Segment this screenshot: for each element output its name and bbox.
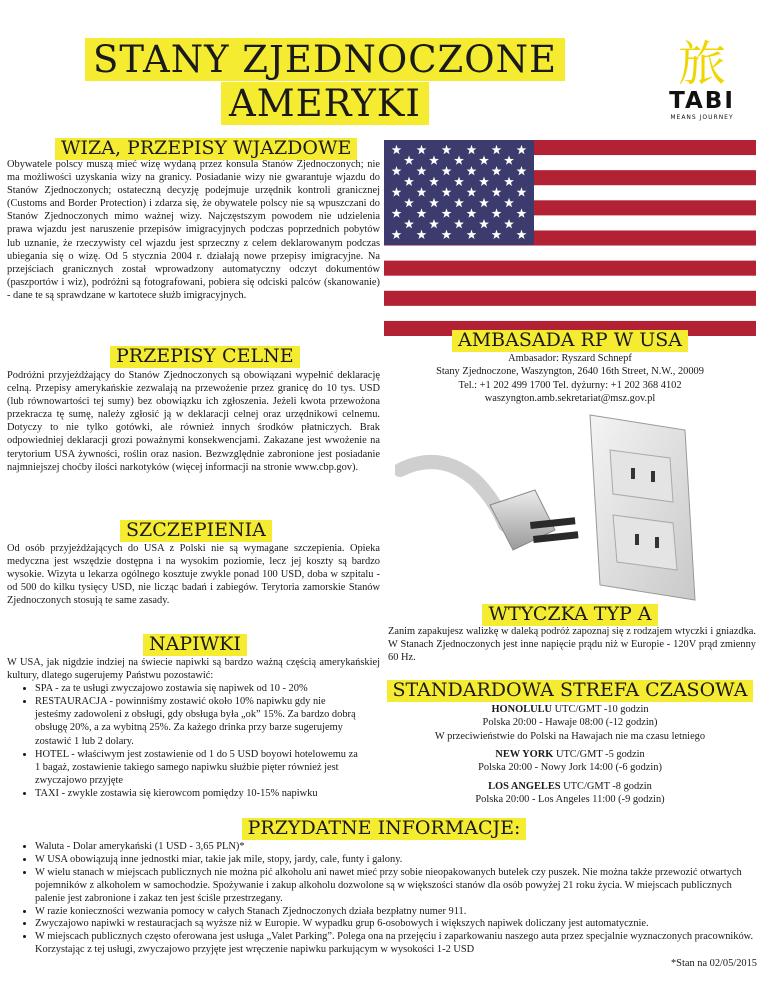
list-item: • W USA obowiązują inne jednostki miar, takie jak mile, stopy, jardy, cale, funty i galony. [35, 854, 759, 867]
plug-text: Zanim zapakujesz walizkę w daleką podróż zapoznaj się z rodzajem wtyczki i gniazdka. W Stanach Zjednoczonych jest inne napięcie prądu niż w Europie - 120V prąd zmienny 60 Hz. [388, 626, 756, 664]
list-item: • SPA - za te usługi zwyczajowo zostawia się napiwek od 10 - 20% [35, 682, 380, 695]
customs-heading-wrap [110, 346, 300, 368]
list-item: • HOTEL - właściwym jest zostawienie od 1 do 5 USD boyowi hotelowemu za 1 bagaż, zostawienie takiego samego napiwku służbie pięter również jest zwyczajowo przyjęte [35, 748, 380, 787]
vaccines-heading-wrap [120, 520, 272, 542]
tz-compare: Polska 20:00 - Los Angeles 11:00 (-9 godzin) [475, 794, 665, 806]
visa-heading-wrap [55, 138, 357, 160]
list-item: • Waluta - Dolar amerykański (1 USD - 3,65 PLN)* [35, 841, 759, 854]
tz-utc: UTC/GMT -8 godzin [560, 781, 652, 792]
list-item: • TAXI - zwykle zostawia się kierowcom pomiędzy 10-15% napiwku [35, 787, 380, 800]
tz-city: HONOLULU [491, 704, 553, 715]
tips-heading-wrap [143, 634, 247, 656]
timezone-heading: STANDARDOWA STREFA CZASOWA [387, 680, 754, 702]
tz-compare: Polska 20:00 - Nowy Jork 14:00 (-6 godzin) [478, 762, 662, 774]
embassy-info [384, 352, 756, 406]
tz-note: W przeciwieństwie do Polski na Hawajach nie ma czasu letniego [434, 730, 706, 742]
plug-heading-wrap [384, 604, 756, 626]
list-item: • Zwyczajowo napiwki w restauracjach są wyższe niż w Europie. W wypadku grup 6-osobowych i większych napiwek doliczany jest automatycznie. [35, 918, 759, 931]
customs-text: Podróżni przyjeżdżający do Stanów Zjednoczonych są obowiązani wypełnić deklarację celną. Przepisy amerykańskie zezwalają na przewożenie przez granicę do 10 tys. USD (lub równowartości tej sumy) bez obowiązku ich zgłoszenia. Jeżeli kwota przewożona przekracza tę sumę, należy zgłosić ją w deklaracji celnej oraz urzędnikowi celnemu. Dotyczy to nie tylko gotówki, ale również innych środków płatniczych. Brak odpowiedniej deklaracji grozi poważnymi konsekwencjami. Zakazane jest wwożenie na terytorium USA żywności, roślin oraz nasion. Bezwzględnie zabronione jest posiadanie najmniejszej choćby ilości narkotyków (więcej informacji na stronie www.cbp.gov). [7, 370, 380, 473]
list-item: • RESTAURACJA - powinniśmy zostawić około 10% napiwku gdy nie jesteśmy zadowoleni z obsługi, gdy obsługa była „ok” 15%. Za bardzo dobrą obsługę 20%, a za wybitną 25%. Za każego drinka przy barze sugerujemy zostawić 1 lub 2 dolary. [35, 695, 380, 747]
visa-text: Obywatele polscy muszą mieć wizę wydaną przez konsula Stanów Zjednoczonych; nie ma możliwości uzyskania wizy na granicy. Posiadanie wizy nie gwarantuje wjazdu do Stanów Zjednoczonych; ostateczną decyzję podejmuje urzędnik kontroli granicznej (Customs and Border Protection) i zdarza się, że obywatele polscy nie są wpuszczani do Stanów Zjednoczonych mimo ważnej wizy. Najczęstszym powodem nie udzielenia prawa wjazdu jest naruszenie przepisów imigracyjnych podczas poprzednich pobytów lub uznanie, że rzeczywisty cel wjazdu jest sprzeczny z celem deklarowanym podczas ubiegania się o wizę. Od 5 stycznia 2004 r. działają nowe przepisy imigracyjne. Na przejściach granicznych został wprowadzony automatyczny odczyt dokumentów (paszportów i wiz), podróżni są fotografowani, pobiera się odciski palców (skanowanie) - dane te są sprawdzane w kartotece służb imigracyjnych. [7, 159, 380, 301]
embassy-heading-wrap [384, 330, 756, 352]
embassy-phone: Tel.: +1 202 499 1700 Tel. dyżurny: +1 202 368 4102 [458, 379, 682, 391]
info-heading: PRZYDATNE INFORMACJE: [242, 818, 527, 840]
embassy-address: Stany Zjednoczone, Waszyngton, 2640 16th Street, N.W., 20009 [436, 366, 704, 378]
us-flag-image [384, 140, 756, 336]
timezone-new-york [384, 748, 756, 775]
tabi-logo [662, 36, 742, 121]
logo-tagline: MEANS JOURNEY [670, 114, 734, 121]
logo-name: TABI [669, 88, 735, 114]
info-heading-wrap [0, 818, 768, 840]
customs-heading: PRZEPISY CELNE [110, 346, 300, 368]
footnote: *Stan na 02/05/2015 [670, 958, 757, 970]
tips-list [7, 682, 380, 800]
logo-glyph: 旅 [677, 36, 726, 92]
info-list [7, 841, 759, 957]
tips-heading: NAPIWKI [143, 634, 247, 656]
timezone-heading-wrap [384, 680, 756, 702]
visa-heading: WIZA, PRZEPISY WJAZDOWE [55, 138, 357, 160]
list-item: • W miejscach publicznych często oferowana jest usługa „Valet Parking”. Polega ona na przejęciu i zaparkowaniu naszego auta przez specjalnie wyznaczonych pracowników. Korzystając z tej usługi, zwyczajowo przyjęte jest wręczenie napiwku parkującym w wysokości 1-2 USD [35, 931, 759, 957]
list-item: • W razie konieczności wezwania pomocy w całych Stanach Zjednoczonych działa bezpłatny numer 911. [35, 906, 759, 919]
vaccines-heading: SZCZEPIENIA [120, 520, 272, 542]
plug-heading: WTYCZKA TYP A [482, 604, 657, 626]
tz-utc: UTC/GMT -5 godzin [553, 749, 645, 760]
list-item: • W wielu stanach w miejscach publicznych nie można pić alkoholu ani nawet mieć przy sobie nieopakowanych butelek czy puszek. Nie można także przewozić otwartych pojemników z alkoholem w samochodzie. Spożywanie i zakup alkoholu dozwolone są w większości stanów dla osób powyżej 21 roku życia. W miejscach publicznych palenie jest zabronione i zakaz ten jest ściśle przestrzegany. [35, 867, 759, 906]
plug-socket-image [395, 410, 745, 605]
timezone-los-angeles [384, 780, 756, 807]
embassy-email: waszyngton.amb.sekretariat@msz.gov.pl [484, 393, 656, 405]
tips-intro: W USA, jak nigdzie indziej na świecie napiwki są bardzo ważną częścią amerykańskiej kultury, dlatego sugerujemy Państwu pozostawić: [7, 657, 380, 682]
embassy-ambassador: Ambasador: Ryszard Schnepf [508, 353, 632, 364]
info-block [7, 841, 759, 970]
timezone-honolulu [384, 703, 756, 743]
page-title [0, 38, 650, 126]
vaccines-text: Od osób przyjeżdżających do USA z Polski nie są wymagane szczepienia. Opieka medyczna jest wszędzie dostępna i na wysokim poziomie, lecz jej koszty są bardzo wysokie. Wizyta u lekarza ogólnego kosztuje zwykle ponad 100 USD, doba w szpitalu - od 500 do kilku tysięcy USD, nie licząc badań i zabiegów. Terytoria zamorskie Stanów Zjednoczonych stosują te same zasady. [7, 543, 380, 607]
tz-utc: UTC/GMT -10 godzin [552, 704, 649, 715]
tz-city: LOS ANGELES [488, 781, 561, 792]
title-line-1: STANY ZJEDNOCZONE [85, 38, 565, 81]
title-line-2: AMERYKI [221, 82, 429, 125]
embassy-heading: AMBASADA RP W USA [452, 330, 688, 352]
tz-city: NEW YORK [495, 749, 554, 760]
tips-block [7, 656, 380, 800]
tz-compare: Polska 20:00 - Hawaje 08:00 (-12 godzin) [482, 717, 658, 729]
